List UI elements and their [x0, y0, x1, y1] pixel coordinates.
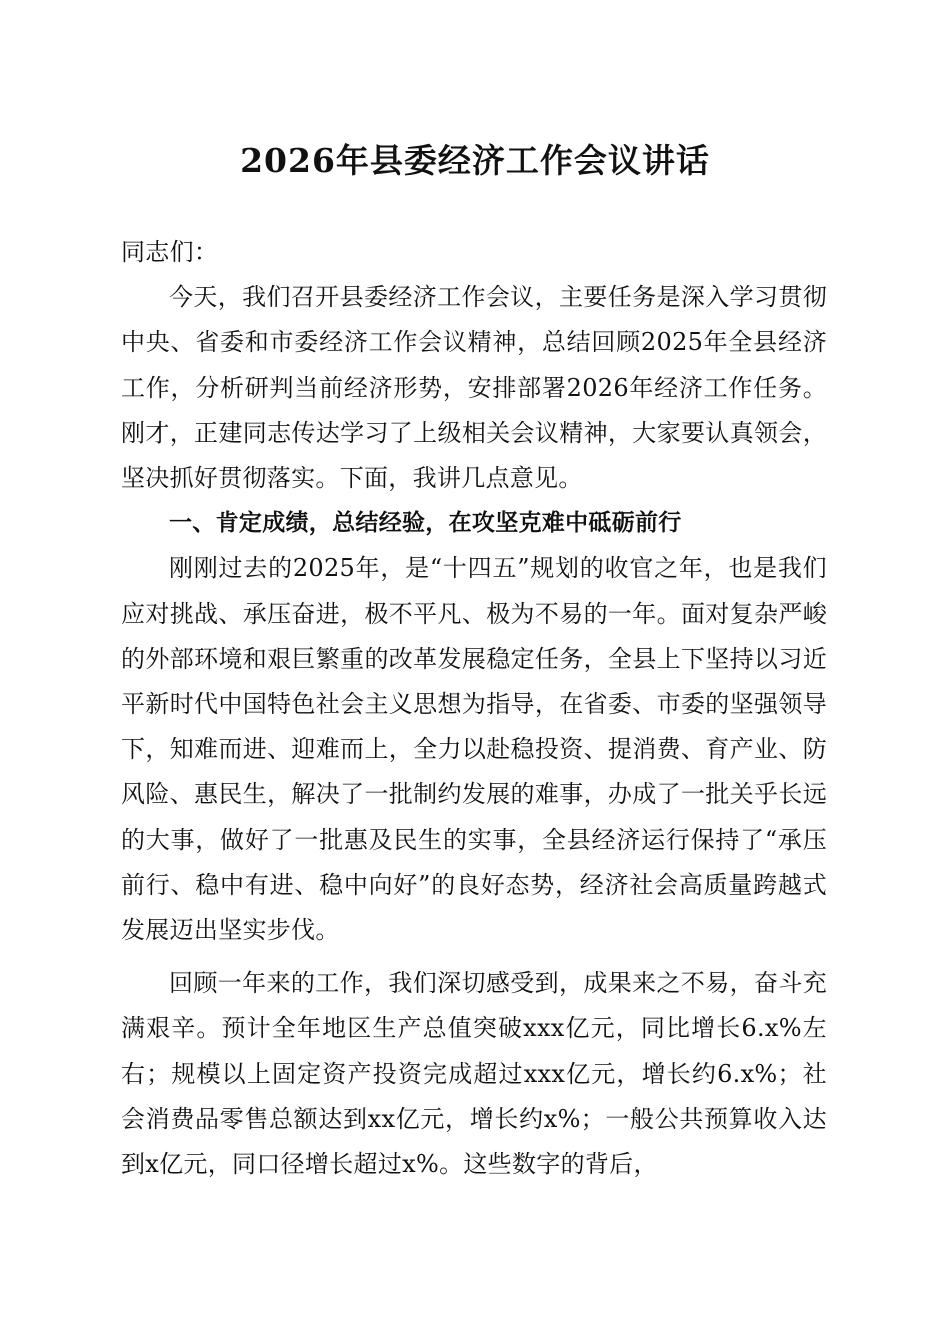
section1-paragraph-2: 回顾一年来的工作，我们深切感受到，成果来之不易，奋斗充满艰辛。预计全年地区生产总值突破xxx亿元，同比增长6.x%左右；规模以上固定资产投资完成超过xxx亿元，增长约6.x%；社会消费品零售总额达到xx亿元，增长约x%；一般公共预算收入达到x亿元，同口径增长超过x%。这些数字的背后，: [121, 969, 827, 1179]
section-heading-1: 一、肯定成绩，总结经验，在攻坚克难中砥砺前行: [169, 510, 682, 537]
section1-paragraph-1: 刚刚过去的2025年，是“十四五”规划的收官之年，也是我们应对挑战、承压奋进，极不平凡、极为不易的一年。面对复杂严峻的外部环境和艰巨繁重的改革发展稳定任务，全县上下坚持以习近平新时代中国特色社会主义思想为指导，在省委、市委的坚强领导下，知难而进、迎难而上，全力以赴稳投资、提消费、育产业、防风险、惠民生，解决了一批制约发展的难事，办成了一批关乎长远的大事，做好了一批惠及民生的实事，全县经济运行保持了“承压前行、稳中有进、稳中向好”的良好态势，经济社会高质量跨越式发展迈出坚实步伐。: [121, 554, 827, 945]
intro-paragraph: 今天，我们召开县委经济工作会议，主要任务是深入学习贯彻中央、省委和市委经济工作会议精神，总结回顾2025年全县经济工作，分析研判当前经济形势，安排部署2026年经济工作任务。刚才，正建同志传达学习了上级相关会议精神，大家要认真领会，坚决抓好贯彻落实。下面，我讲几点意见。: [121, 283, 827, 493]
document-body: [121, 230, 827, 1187]
document-title: 2026年县委经济工作会议讲话: [240, 141, 710, 180]
salutation: 同志们：: [121, 238, 219, 266]
